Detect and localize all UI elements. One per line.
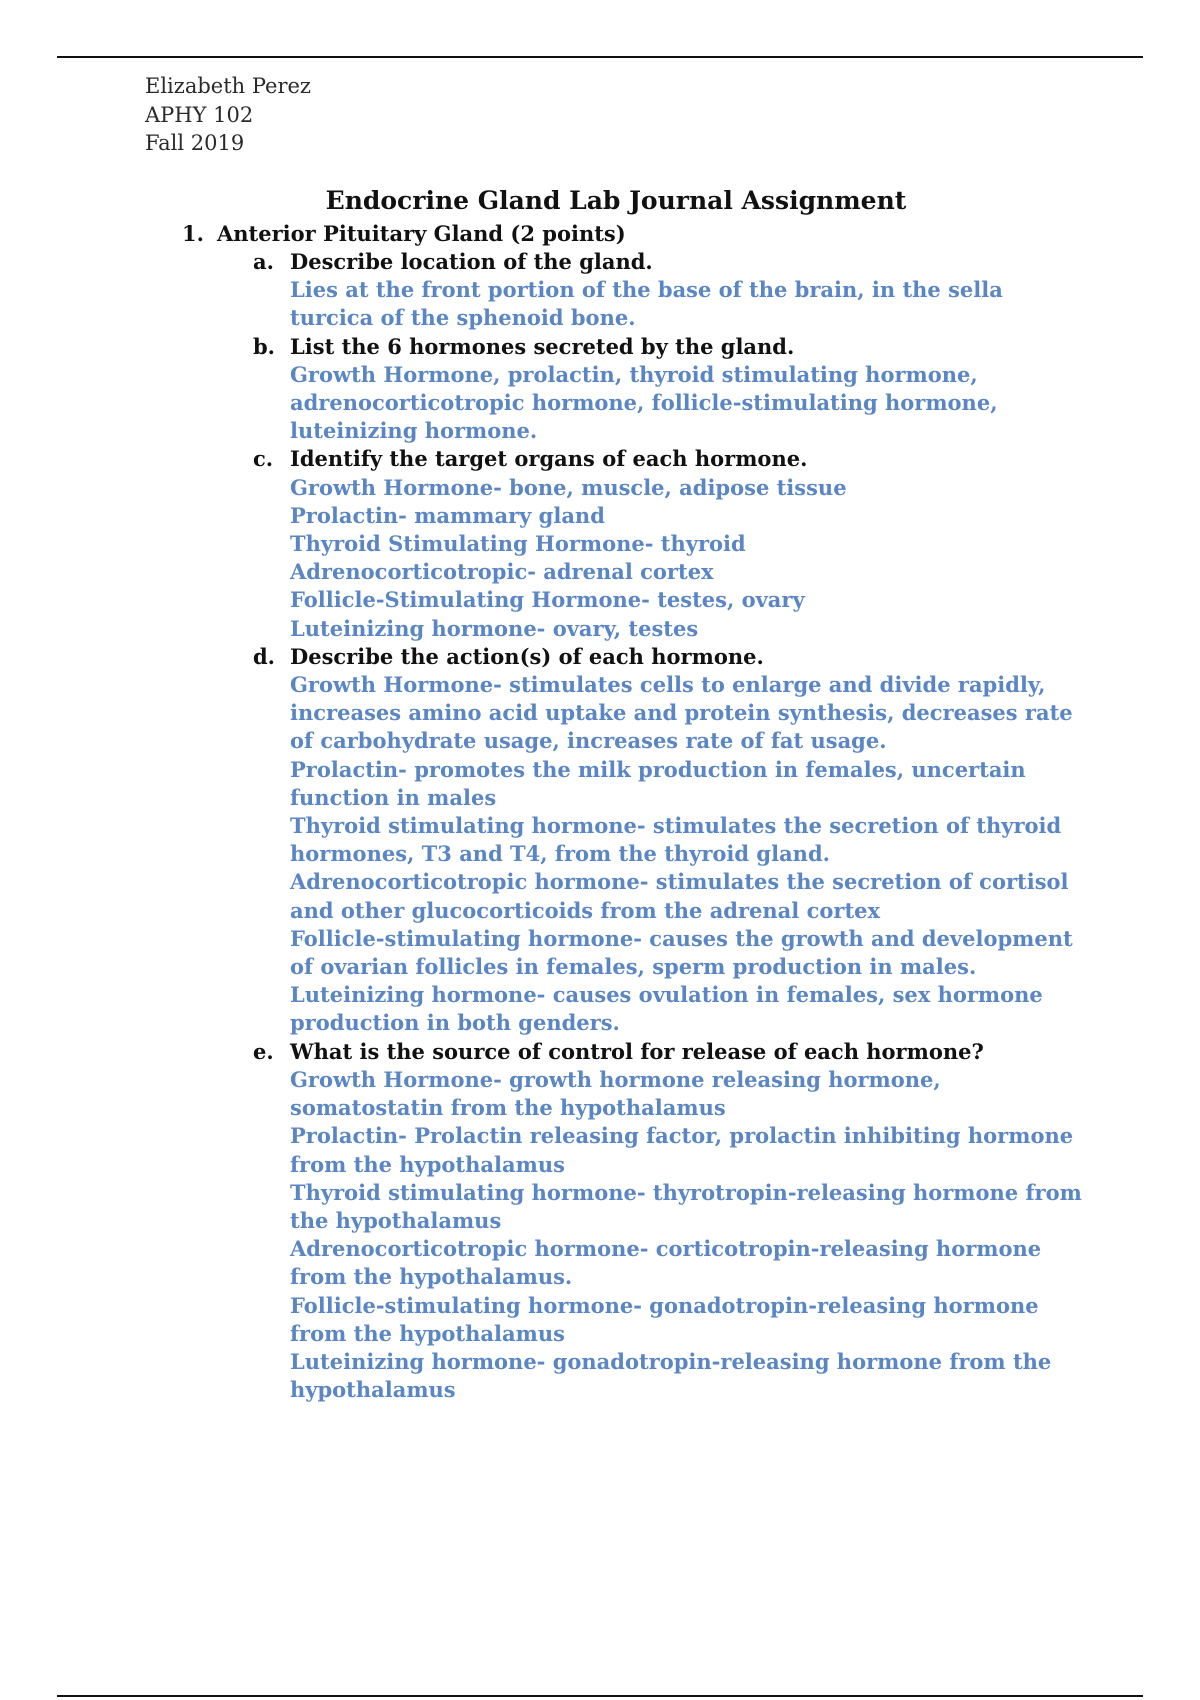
question-letter: c.	[253, 446, 274, 472]
answer-block	[0, 671, 1090, 1038]
top-rule	[57, 56, 1143, 58]
answer-paragraph: Luteinizing hormone- gonadotropin-releasing hormone from the hypothalamus	[290, 1348, 1052, 1403]
answer-paragraph: Growth Hormone- growth hormone releasing hormone, somatostatin from the hypothalamus	[290, 1066, 941, 1121]
answer-paragraph: Adrenocorticotropic hormone- stimulates the secretion of cortisol and other glucocorticoids from the adrenal cortex	[290, 869, 1069, 923]
answer-paragraph: Prolactin- promotes the milk production in females, uncertain function in males	[290, 756, 1026, 810]
question-block-a	[0, 248, 1200, 333]
section-number: 1.	[182, 221, 204, 246]
answer-paragraph: Thyroid stimulating hormone- thyrotropin-releasing hormone from the hypothalamus	[290, 1179, 1082, 1233]
answer-line: Adrenocorticotropic- adrenal cortex	[290, 559, 714, 585]
answer-paragraph: Follicle-stimulating hormone- causes the growth and development of ovarian follicles in females, sperm production in males.	[290, 925, 1073, 980]
answer-paragraph: Luteinizing hormone- causes ovulation in females, sex hormone production in both genders.	[290, 982, 1043, 1036]
section-label: Anterior Pituitary Gland (2 points)	[217, 221, 626, 246]
course-code: APHY 102	[145, 102, 254, 127]
answer-line: Prolactin- mammary gland	[290, 502, 605, 528]
question-text: What is the source of control for release of each hormone?	[290, 1038, 984, 1064]
question-letter: e.	[253, 1038, 274, 1064]
question-prompt	[0, 643, 1200, 671]
question-text: List the 6 hormones secreted by the gland.	[290, 333, 795, 359]
answer-paragraph: Follicle-stimulating hormone- gonadotropin-releasing hormone from the hypothalamus	[290, 1292, 1039, 1346]
question-text: Describe the action(s) of each hormone.	[290, 643, 764, 669]
question-block-b	[0, 333, 1200, 446]
answer-paragraph: Thyroid stimulating hormone- stimulates the secretion of thyroid hormones, T3 and T4, from the thyroid gland.	[290, 813, 1062, 867]
document-body	[0, 220, 1200, 1404]
question-block-e	[0, 1038, 1200, 1405]
answer-block	[0, 474, 1090, 643]
question-letter: d.	[253, 643, 275, 669]
answer-line: Growth Hormone- bone, muscle, adipose tissue	[290, 474, 847, 500]
answer-paragraph: Adrenocorticotropic hormone- corticotropin-releasing hormone from the hypothalamus.	[290, 1236, 1042, 1290]
bottom-rule	[57, 1695, 1143, 1697]
answer-line: Follicle-Stimulating Hormone- testes, ovary	[290, 587, 805, 613]
question-prompt	[0, 248, 1200, 276]
question-letter: a.	[253, 249, 274, 274]
answer-line: Luteinizing hormone- ovary, testes	[290, 615, 699, 641]
question-prompt	[0, 1038, 1200, 1066]
answer-paragraph: Growth Hormone, prolactin, thyroid stimulating hormone, adrenocorticotropic hormone, follicle-stimulating hormone, luteinizing hormone.	[290, 361, 998, 444]
section-heading	[0, 220, 1200, 248]
answer-block	[0, 276, 1090, 332]
question-letter: b.	[253, 333, 275, 359]
question-prompt	[0, 445, 1200, 473]
question-text: Describe location of the gland.	[290, 249, 653, 274]
answer-paragraph: Prolactin- Prolactin releasing factor, prolactin inhibiting hormone from the hypothalamus	[290, 1123, 1074, 1177]
answer-block	[0, 361, 1090, 446]
document-title: Endocrine Gland Lab Journal Assignment	[325, 186, 907, 215]
term: Fall 2019	[145, 131, 245, 155]
document-header	[145, 72, 311, 158]
answer-line: Thyroid Stimulating Hormone- thyroid	[290, 531, 746, 557]
answer-paragraph: Growth Hormone- stimulates cells to enlarge and divide rapidly, increases amino acid uptake and protein synthesis, decreases rate of carbohydrate usage, increases rate of fat usage.	[290, 672, 1073, 754]
answer-block	[0, 1066, 1090, 1404]
answer-paragraph: Lies at the front portion of the base of the brain, in the sella turcica of the sphenoid bone.	[290, 277, 1003, 331]
question-block-c	[0, 445, 1200, 642]
question-prompt	[0, 333, 1200, 361]
question-block-d	[0, 643, 1200, 1038]
author-name: Elizabeth Perez	[145, 74, 312, 98]
question-text: Identify the target organs of each hormone.	[290, 446, 808, 472]
